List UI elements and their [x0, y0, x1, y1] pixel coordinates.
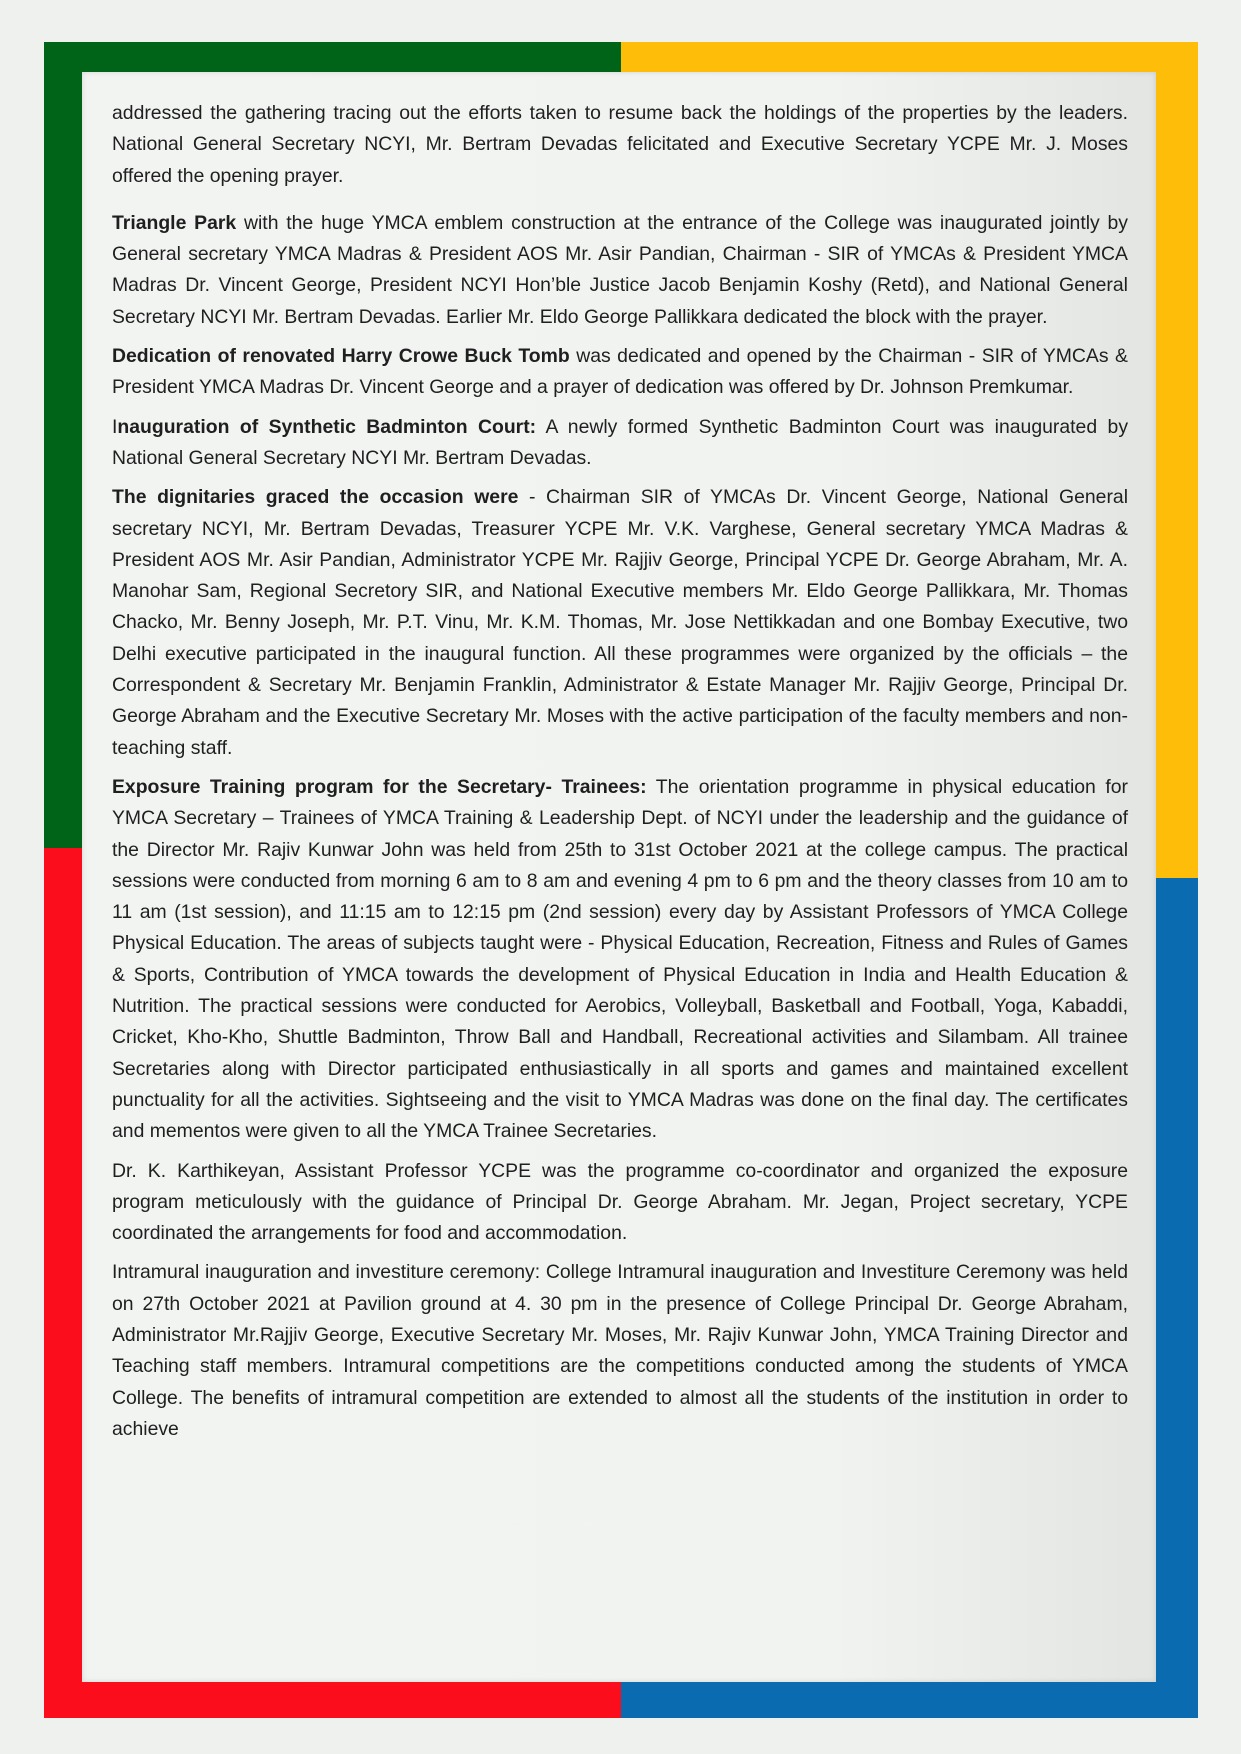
paragraph-lead: Triangle Park [112, 211, 237, 234]
paragraph-lead: Exposure Training program for the Secretary- Trainees: [112, 775, 647, 798]
paragraph-dignitaries [112, 482, 1128, 764]
paragraph-tomb-dedication [112, 341, 1128, 404]
paragraph-text: The orientation programme in physical education for YMCA Secretary – Trainees of YMCA Training & Leadership Dept. of NCYI under the leadership and the guidance of the Director Mr. Rajiv Kunwar John was held from 25th to 31st October 2021 at the college campus. The practical sessions were conducted from morning 6 am to 8 am and evening 4 pm to 6 pm and the theory classes from 10 am to 11 am (1st session), and 11:15 am to 12:15 pm (2nd session) every day by Assistant Professors of YMCA College Physical Education. The areas of subjects taught were - Physical Education, Recreation, Fitness and Rules of Games & Sports, Contribution of YMCA towards the development of Physical Education in India and Health Education & Nutrition. The practical sessions were conducted for Aerobics, Volleyball, Basketball and Football, Yoga, Kabaddi, Cricket, Kho-Kho, Shuttle Badminton, Throw Ball and Handball, Recreational activities and Silambam. All trainee Secretaries along with Director participated enthusiastically in all sports and games and maintained excellent punctuality for all the activities. Sightseeing and the visit to YMCA Madras was done on the final day. The certificates and mementos were given to all the YMCA Trainee Secretaries. [112, 775, 1128, 1143]
paragraph-triangle-park [112, 208, 1128, 333]
paragraph-intramural [112, 1257, 1128, 1445]
paragraph-text: was dedicated and opened by the Chairman - SIR of YMCAs & President YMCA Madras Dr. Vincent George and a prayer of dedication was offered by Dr. Johnson Premkumar. [112, 345, 1128, 399]
paragraph-lead-prefix: I [112, 415, 118, 438]
paragraph-coordinator [112, 1156, 1128, 1250]
paragraph-lead: Dedication of renovated Harry Crowe Buck Tomb [112, 345, 570, 368]
paragraph-badminton-court [112, 412, 1128, 475]
paragraph-opening [112, 98, 1128, 192]
paragraph-text: Intramural inauguration and investiture ceremony: College Intramural inauguration and Investiture Ceremony was held on 27th October 2021 at Pavilion ground at 4. 30 pm in the presence of College Principal Dr. George Abraham, Administrator Mr.Rajjiv George, Executive Secretary Mr. Moses, Mr. Rajiv Kunwar John, YMCA Training Director and Teaching staff members. Intramural competitions are the competitions conducted among the students of YMCA College. The benefits of intramural competition are extended to almost all the students of the institution in order to achieve [112, 1261, 1128, 1440]
paragraph-text: with the huge YMCA emblem construction at the entrance of the College was inaugurated jointly by General secretary YMCA Madras & President AOS Mr. Asir Pandian, Chairman - SIR of YMCAs & President YMCA Madras Dr. Vincent George, President NCYI Hon’ble Justice Jacob Benjamin Koshy (Retd), and National General Secretary NCYI Mr. Bertram Devadas. Earlier Mr. Eldo George Pallikkara dedicated the block with the prayer. [112, 211, 1128, 328]
article-body [112, 98, 1128, 1453]
paragraph-text: - Chairman SIR of YMCAs Dr. Vincent George, National General secretary NCYI, Mr. Bertram Devadas, Treasurer YCPE Mr. V.K. Varghese, General secretary YMCA Madras & President AOS Mr. Asir Pandian, Administrator YCPE Mr. Rajjiv George, Principal YCPE Dr. George Abraham, Mr. A. Manohar Sam, Regional Secretory SIR, and National Executive members Mr. Eldo George Pallikkara, Mr. Thomas Chacko, Mr. Benny Joseph, Mr. P.T. Vinu, Mr. K.M. Thomas, Mr. Jose Nettikkadan and one Bombay Executive, two Delhi executive participated in the inaugural function. All these programmes were organized by the officials – the Correspondent & Secretary Mr. Benjamin Franklin, Administrator & Estate Manager Mr. Rajjiv George, Principal Dr. George Abraham and the Executive Secretary Mr. Moses with the active participation of the faculty members and non-teaching staff. [112, 486, 1129, 759]
paragraph-lead: nauguration of Synthetic Badminton Court: [117, 415, 537, 438]
paragraph-text: A newly formed Synthetic Badminton Court was inaugurated by National General Secretary NCYI Mr. Bertram Devadas. [112, 415, 1129, 469]
paragraph-lead: The dignitaries graced the occasion were [112, 486, 519, 509]
paragraph-text: Dr. K. Karthikeyan, Assistant Professor YCPE was the programme co-coordinator and organized the exposure program meticulously with the guidance of Principal Dr. George Abraham. Mr. Jegan, Project secretary, YCPE coordinated the arrangements for food and accommodation. [112, 1159, 1128, 1245]
paragraph-text: addressed the gathering tracing out the efforts taken to resume back the holdings of the properties by the leaders. National General Secretary NCYI, Mr. Bertram Devadas felicitated and Executive Secretary YCPE Mr. J. Moses offered the opening prayer. [112, 102, 1128, 187]
paragraph-exposure-training [112, 772, 1128, 1148]
